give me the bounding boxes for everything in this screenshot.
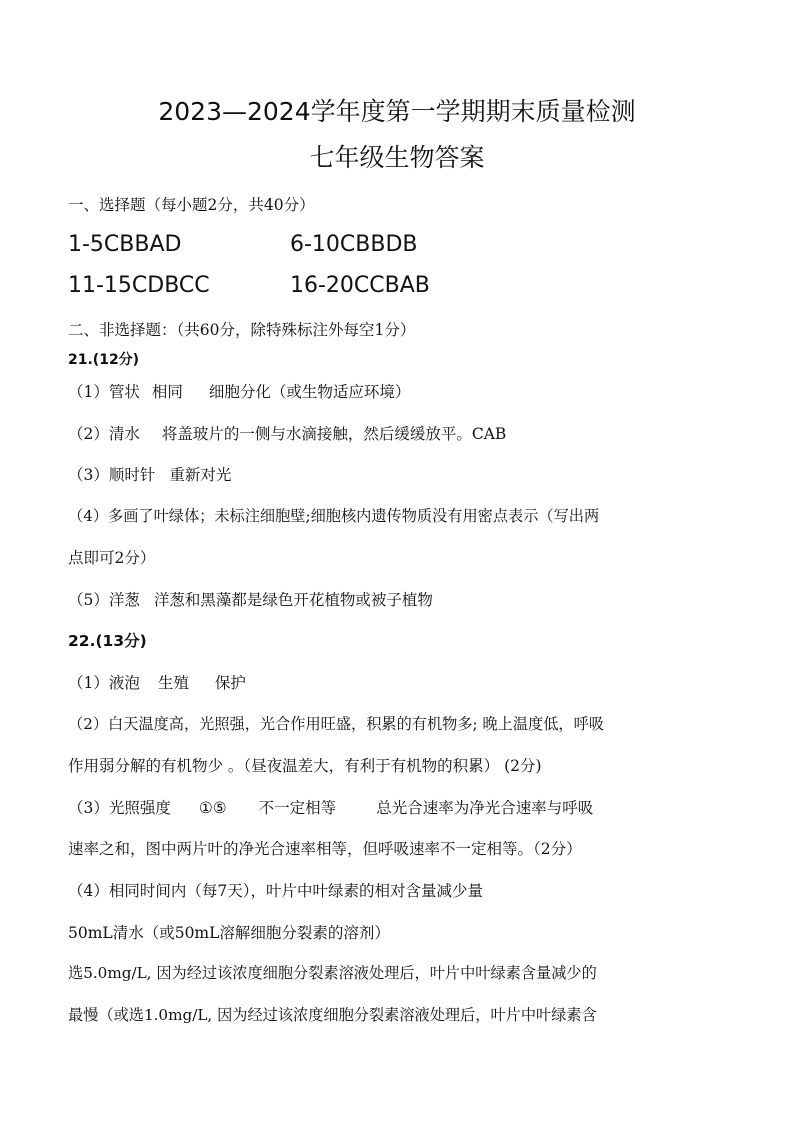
- answer-1-5: 1-5CBBAD: [68, 232, 182, 257]
- q21-p2-b: 将盖玻片的一侧与水滴接触，然后缓缓放平。CAB: [161, 425, 507, 443]
- q22-p3-b: ①⑤: [198, 799, 227, 817]
- q22-part3-line2: 速率之和，图中两片叶的净光合速率相等，但呼吸速率不一定相等。（2分）: [68, 840, 582, 858]
- q21-p1-b: 相同: [151, 383, 183, 401]
- q22-part4-line3: 选5.0mg/L, 因为经过该浓度细胞分裂素溶液处理后，叶片中叶绿素含量减少的: [68, 964, 597, 982]
- q22-part4-line1: （4）相同时间内（每7天），叶片中叶绿素的相对含量减少量: [68, 882, 483, 900]
- q21-label: 21.(12分): [68, 352, 140, 368]
- q22-label: 22.(13分): [68, 632, 147, 650]
- q21-p1-a: （1）管状: [68, 383, 140, 401]
- q22-p1-c: 保护: [214, 674, 246, 692]
- q22-p3-a: （3）光照强度: [68, 799, 171, 817]
- q21-p3-a: （3）顺时针: [68, 466, 156, 484]
- q22-p3-d: 总光合速率为净光合速率与呼吸: [376, 799, 594, 817]
- q22-part3-line1: [68, 796, 593, 818]
- answer-16-20: 16-20CCBAB: [290, 273, 430, 298]
- q21-part4-line2: 点即可2分）: [68, 549, 156, 567]
- q22-p3-c: 不一定相等: [258, 799, 337, 817]
- q21-p3-b: 重新对光: [169, 466, 232, 484]
- section1-heading: 一、选择题（每小题2分，共40分）: [68, 196, 315, 214]
- q21-p5-a: （5）洋葱: [68, 591, 140, 609]
- q22-part2-line1: （2）白天温度高，光照强，光合作用旺盛，积累的有机物多; 晚上温度低，呼吸: [68, 715, 604, 733]
- q22-p1-a: （1）液泡: [68, 674, 140, 692]
- q22-part2-line2: 作用弱分解的有机物少 。（昼夜温差大，有利于有机物的积累） (2分): [68, 757, 542, 775]
- q21-part3: [68, 463, 231, 485]
- q21-part5: [68, 588, 433, 610]
- document-subtitle: 七年级生物答案: [309, 143, 485, 172]
- q22-p1-b: 生殖: [157, 674, 189, 692]
- q21-p1-c: 细胞分化（或生物适应环境）: [208, 383, 411, 401]
- q22-part1: [68, 671, 246, 693]
- section2-heading: 二、非选择题：（共60分，除特殊标注外每空1分）: [68, 321, 416, 339]
- q22-part4-line2: 50mL清水（或50mL溶解细胞分裂素的溶剂）: [68, 924, 390, 942]
- q22-part4-line4: 最慢（或选1.0mg/L, 因为经过该浓度细胞分裂素溶液处理后，叶片中叶绿素含: [68, 1006, 597, 1024]
- q21-part2: [68, 422, 506, 444]
- document-title: 2023—2024学年度第一学期期末质量检测: [158, 97, 636, 126]
- q21-part1: [68, 380, 410, 402]
- q21-part4-line1: （4）多画了叶绿体；未标注细胞壁;细胞核内遗传物质没有用密点表示（写出两: [68, 507, 600, 525]
- q21-p5-b: 洋葱和黑藻都是绿色开花植物或被子植物: [153, 591, 433, 609]
- q21-p2-a: （2）清水: [68, 425, 140, 443]
- answer-11-15: 11-15CDBCC: [68, 273, 210, 298]
- answer-6-10: 6-10CBBDB: [290, 232, 418, 257]
